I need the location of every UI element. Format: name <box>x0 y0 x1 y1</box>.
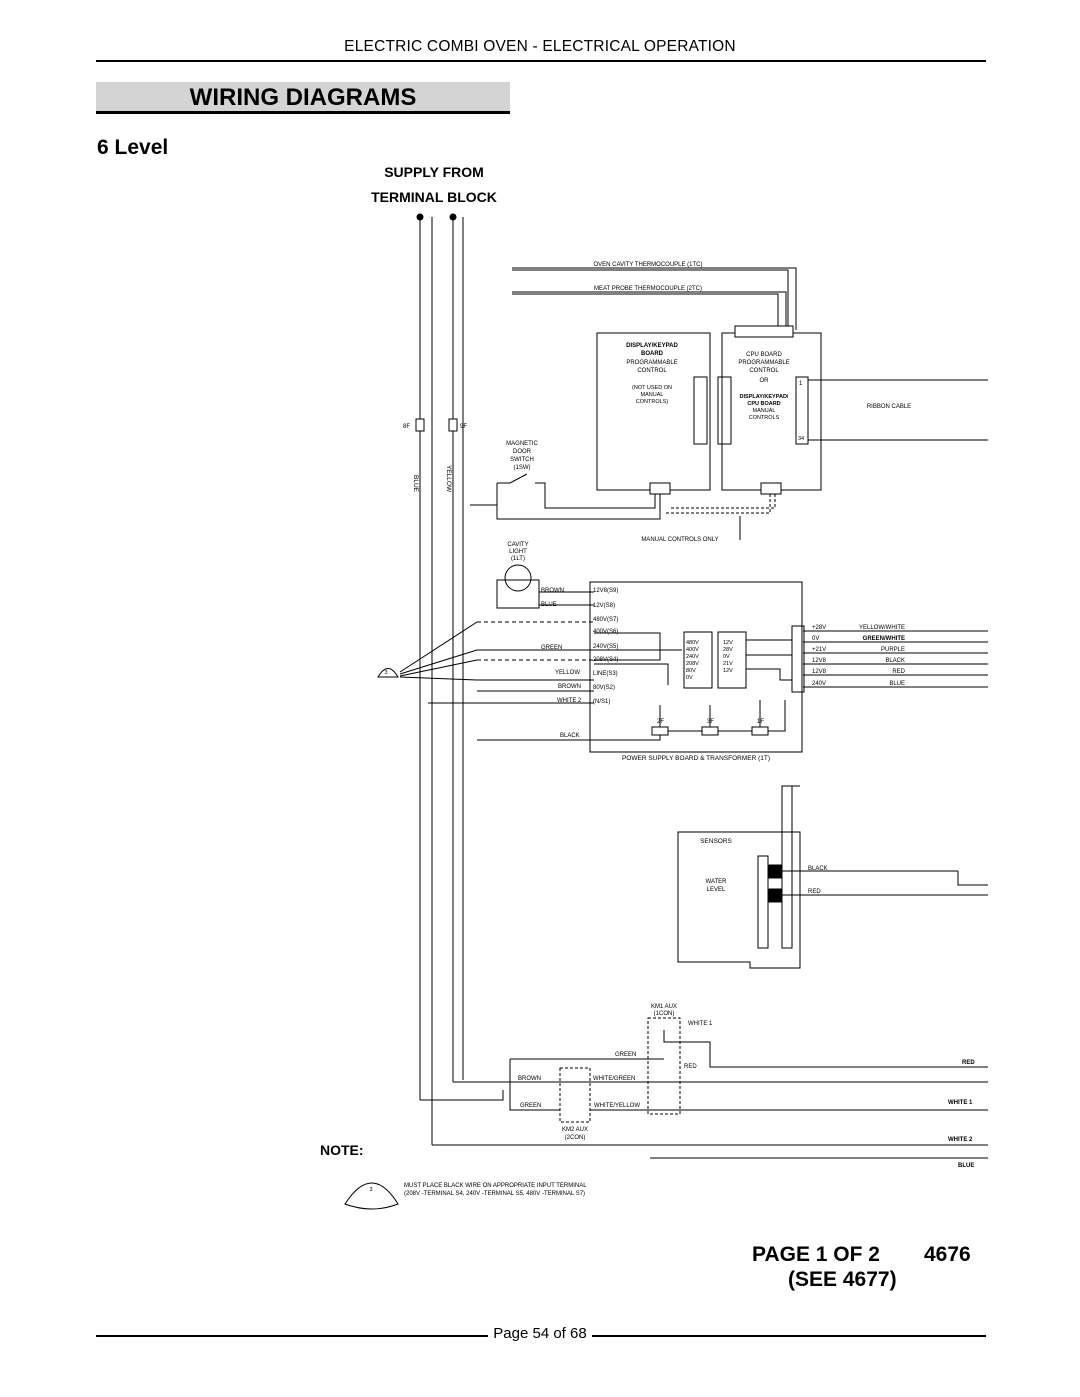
water-level-l1: WATER <box>705 879 727 885</box>
manual-controls-only-label: MANUAL CONTROLS ONLY <box>641 537 719 543</box>
cpu-board-l7: MANUAL <box>752 408 776 414</box>
psu-wire-black: BLACK <box>560 733 580 739</box>
cpu-board-l4: OR <box>759 378 769 384</box>
psu-term-s4: 208V(S4) <box>593 657 619 663</box>
psu-term-s7: 480V(S7) <box>593 617 619 623</box>
cavity-light-l2: LIGHT <box>509 549 527 555</box>
xfmr-in-208: 208V <box>686 661 699 667</box>
psu-label: POWER SUPPLY BOARD & TRANSFORMER (1T) <box>621 755 771 762</box>
section-title: WIRING DIAGRAMS <box>189 84 417 111</box>
sensor-wire-red: RED <box>808 889 821 895</box>
page-number: Page 54 of 68 <box>488 1325 591 1342</box>
cpu-board-l3: CONTROL <box>749 368 779 374</box>
water-level-l2: LEVEL <box>706 887 726 893</box>
psu-term-s1: (N/S1) <box>593 699 611 705</box>
xfmr-out-28: 28V <box>723 647 733 653</box>
xfmr-in-400: 400V <box>686 647 699 653</box>
display-board-l4: CONTROL <box>637 368 667 374</box>
ribbon-pin-1: 1 <box>799 381 803 387</box>
xfmr-in-0: 0V <box>686 675 693 681</box>
psu-term-s2: 80V(S2) <box>593 685 616 691</box>
psu-wire-green: GREEN <box>541 645 563 651</box>
subsection-title: 6 Level <box>97 136 169 159</box>
km2-label-l1: KM2 AUX <box>561 1127 589 1133</box>
psu-term-s5: 240V(S5) <box>593 644 619 650</box>
wire-label-yellow: YELLOW <box>445 465 452 493</box>
note-symbol-label: 3 <box>369 1187 373 1193</box>
km-wire-green: GREEN <box>615 1052 637 1058</box>
door-switch-l2: DOOR <box>513 449 531 455</box>
km-wire-green-2: GREEN <box>520 1103 542 1109</box>
psu-fuse-3f: 3F <box>707 719 715 725</box>
km1-label-l2: (1CON) <box>653 1011 675 1017</box>
km-wire-red: RED <box>684 1064 697 1070</box>
right-out-red: RED <box>962 1060 975 1066</box>
out-term-240v: 240V <box>812 681 827 687</box>
out-term-12v8: 12V8 <box>812 658 827 664</box>
display-board-l6: (NOT USED ON <box>632 385 672 391</box>
xfmr-out-12: 12V <box>723 640 733 646</box>
xfmr-in-480: 480V <box>686 640 699 646</box>
see-reference: (SEE 4677) <box>788 1268 897 1291</box>
cavity-light-l1: CAVITY <box>507 542 529 548</box>
door-switch-l3: SWITCH <box>510 457 534 463</box>
psu-wire-brown: BROWN <box>541 588 564 594</box>
psu-fuse-1f: 1F <box>757 719 765 725</box>
display-board-l2: BOARD <box>641 351 663 357</box>
supply-label-line2: TERMINAL BLOCK <box>371 189 497 205</box>
sensor-wire-black: BLACK <box>808 866 828 872</box>
km-wire-white1: WHITE 1 <box>688 1021 713 1027</box>
supply-label-line1: SUPPLY FROM <box>384 164 484 180</box>
right-out-white1: WHITE 1 <box>948 1100 973 1106</box>
out-wire-black: BLACK <box>885 658 905 664</box>
document-number: 4676 <box>924 1243 971 1266</box>
psu-wire-yellow: YELLOW <box>555 670 581 676</box>
km2-label-l2: (2CON) <box>564 1135 586 1141</box>
km1-label-l1: KM1 AUX <box>650 1004 678 1010</box>
out-term-28v: +28V <box>812 625 827 631</box>
psu-term-s8: 12V(S8) <box>593 603 616 609</box>
psu-wire-blue: BLUE <box>541 602 557 608</box>
cpu-board-l1: CPU BOARD <box>746 352 782 358</box>
note-marker-label: 3 <box>384 670 388 676</box>
door-switch-l1: MAGNETIC <box>506 441 538 447</box>
out-wire-purple: PURPLE <box>880 647 905 653</box>
right-out-white2: WHITE 2 <box>948 1137 973 1143</box>
note-text-line1: MUST PLACE BLACK WIRE ON APPROPRIATE INPUT TERMINAL <box>404 1183 587 1189</box>
out-wire-blue: BLUE <box>889 681 905 687</box>
thermocouple-2-label: MEAT PROBE THERMOCOUPLE (2TC) <box>593 286 703 292</box>
xfmr-out-21: 21V <box>723 661 733 667</box>
psu-wire-white2: WHITE 2 <box>557 698 582 704</box>
km-wire-brown: BROWN <box>518 1076 541 1082</box>
cpu-board-l6: CPU BOARD <box>747 401 781 407</box>
right-out-blue: BLUE <box>958 1163 975 1169</box>
km-wire-white-yellow: WHITE/YELLOW <box>594 1103 641 1109</box>
page-footer <box>0 1325 1080 1342</box>
note-text-line2: (208V -TERMINAL S4, 240V -TERMINAL S5, 480V -TERMINAL S7) <box>404 1191 586 1197</box>
display-board-l3: PROGRAMMABLE <box>626 360 678 366</box>
sensors-label: SENSORS <box>700 838 732 845</box>
psu-term-s3: LINE(S3) <box>593 671 618 677</box>
display-board-l1: DISPLAY/KEYPAD <box>626 343 678 349</box>
ribbon-cable-label: RIBBON CABLE <box>866 404 912 410</box>
fuse-label-8f: 8F <box>403 424 411 430</box>
out-wire-red: RED <box>892 669 905 675</box>
display-board-l7: MANUAL <box>640 392 664 398</box>
out-wire-yellow-white: YELLOW/WHITE <box>858 625 905 631</box>
psu-term-s9: 12V8(S9) <box>593 588 619 594</box>
door-switch-l4: (1SW) <box>513 465 531 471</box>
ribbon-pin-34: 34 <box>798 436 805 442</box>
note-title: NOTE: <box>320 1142 364 1158</box>
running-header: ELECTRIC COMBI OVEN - ELECTRICAL OPERATION <box>344 38 736 55</box>
page-of-label: PAGE 1 OF 2 <box>752 1243 880 1266</box>
wire-label-blue: BLUE <box>412 475 419 492</box>
cpu-board-l8: CONTROLS <box>748 415 780 421</box>
cavity-light-l3: (1LT) <box>511 556 525 562</box>
cpu-board-l5: DISPLAY/KEYPAD/ <box>739 394 789 400</box>
cpu-board-l2: PROGRAMMABLE <box>738 360 790 366</box>
psu-fuse-2f: 2F <box>657 719 665 725</box>
xfmr-out-12b: 12V <box>723 668 733 674</box>
km-wire-white-green: WHITE/GREEN <box>593 1076 636 1082</box>
fuse-label-9f: 9F <box>460 424 468 430</box>
xfmr-in-80: 80V <box>686 668 696 674</box>
thermocouple-1-label: OVEN CAVITY THERMOCOUPLE (1TC) <box>593 262 703 268</box>
psu-term-s6: 400V(S6) <box>593 629 619 635</box>
out-wire-green-white: GREEN/WHITE <box>862 636 905 642</box>
out-term-21v: +21V <box>812 647 827 653</box>
out-term-0v: 0V <box>812 636 820 642</box>
psu-wire-brown-2: BROWN <box>558 684 581 690</box>
xfmr-out-0: 0V <box>723 654 730 660</box>
xfmr-in-240: 240V <box>686 654 699 660</box>
out-term-12v8b: 12V8 <box>812 669 827 675</box>
display-board-l8: CONTROLS) <box>635 399 669 405</box>
